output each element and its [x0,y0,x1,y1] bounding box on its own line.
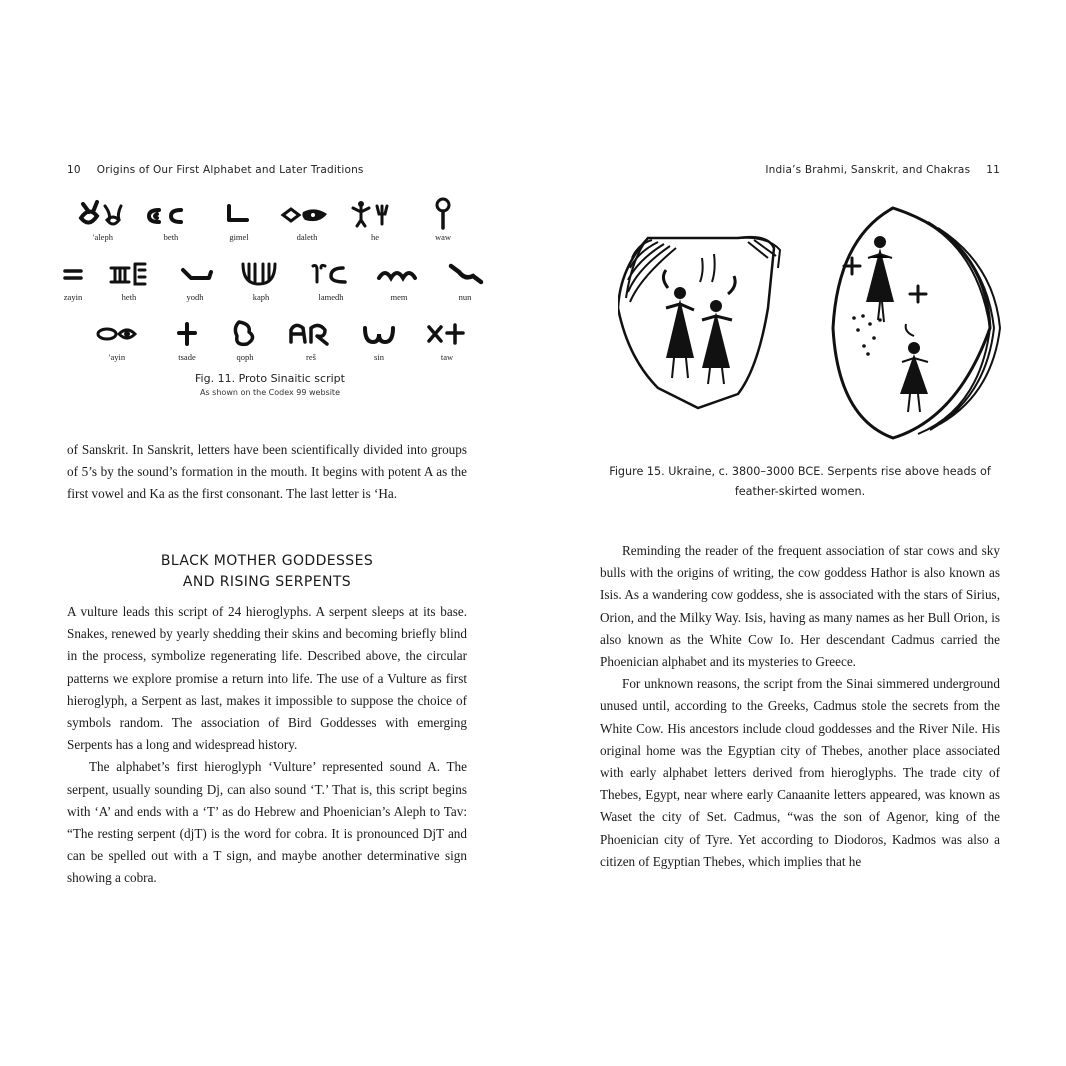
left-running-head [67,164,364,176]
body-paragraph: The alphabet’s first hieroglyph ‘Vulture’ represented sound A. The serpent, usually sounding Dj, can also sound ‘T.’ That is, this script begins with ‘A’ and ends with a ‘T’ as do Hebrew and Phoenician’s Aleph to Tav: “The resting serpent (djT) is the word for cobra. It is pronounced DjT and can be spelled out with a T sign, and maybe another determinative sign showing a cobra. [67,759,467,886]
glyph-label: kaph [252,292,270,302]
page-number-right: 11 [986,164,1000,176]
glyph-label: 'ayin [108,352,126,362]
glyph-label: yodh [186,292,204,302]
glyph-beth [136,196,206,242]
glyph-label: beth [163,232,179,242]
proto-sinaitic-glyph-table [60,196,480,376]
glyph-label: tsade [178,352,196,362]
glyph-label: 'aleph [93,232,113,242]
glyph-he [340,196,410,242]
yodh-glyph-icon [167,256,223,290]
nun-glyph-icon [437,256,493,290]
running-head-title-right: India’s Brahmi, Sanskrit, and Chakras [765,164,971,176]
glyph-heth [94,256,164,302]
intro-paragraph-block [67,439,467,506]
glyph-row-1 [60,196,480,256]
glyph-label: qoph [236,352,254,362]
he-glyph-icon [347,196,403,230]
glyph-nun [430,256,500,302]
glyph-label: waw [434,232,452,242]
glyph-label: gimel [229,232,249,242]
figure-caption-title: Fig. 11. Proto Sinaitic script [195,372,345,385]
section-heading [67,551,467,593]
tsade-glyph-icon [159,316,215,350]
glyph-label: heth [121,292,137,302]
glyph-kaph [226,256,296,302]
glyph-ayin [82,316,152,362]
glyph-resh [276,316,346,362]
page-number-left: 10 [67,164,81,176]
gimel-glyph-icon [211,196,267,230]
glyph-daleth [272,196,342,242]
glyph-label: taw [440,352,454,362]
body-paragraph: Reminding the reader of the frequent association of star cows and sky bulls with the origins of writing, the cow goddess Hathor is also known as Isis. As a wandering cow goddess, she is associated with the stars of Sirius, Orion, and the Milky Way. Isis, having as many names as her Bull Orion, is also known as the White Cow Io. Her descendant Cadmus carried the Phoenician alphabet and its mysteries to Greece. [600,543,1000,670]
glyph-label: zayin [63,292,83,302]
right-page [533,0,1066,1066]
glyph-label: mem [390,292,408,302]
glyph-label: nun [458,292,472,302]
right-body-block [600,540,1000,873]
glyph-label: he [370,232,380,242]
glyph-label: sin [374,352,384,362]
glyph-label: reš [306,352,316,362]
waw-glyph-icon [415,196,471,230]
glyph-waw [408,196,478,242]
qoph-glyph-icon [217,316,273,350]
ayin-glyph-icon [89,316,145,350]
heth-glyph-icon [101,256,157,290]
glyph-gimel [204,196,274,242]
glyph-yodh [160,256,230,302]
glyph-label: lamedh [318,292,344,302]
beth-glyph-icon [143,196,199,230]
pottery-fragment-icon [618,237,780,408]
figure-15-caption [600,462,1000,502]
running-head-title-left: Origins of Our First Alphabet and Later Traditions [96,164,364,176]
glyph-label: daleth [296,232,318,242]
body-paragraph: of Sanskrit. In Sanskrit, letters have been scientifically divided into groups of 5’s by the sound’s formation in the mouth. It begins with potent A as the first vowel and Ka as the first consonant. The last letter is ‘Ha. [67,442,467,502]
glyph-aleph [68,196,138,242]
lamedh-glyph-icon [303,256,359,290]
glyph-row-2 [60,256,480,316]
figure-caption-line-2: feather-skirted women. [734,485,866,498]
glyph-qoph [210,316,280,362]
section-body-block [67,601,467,890]
glyph-row-3 [60,316,480,376]
glyph-sin [344,316,414,362]
sin-glyph-icon [351,316,407,350]
daleth-glyph-icon [279,196,335,230]
taw-glyph-icon [419,316,475,350]
figure-11-caption [60,372,480,397]
kaph-glyph-icon [233,256,289,290]
aleph-glyph-icon [75,196,131,230]
resh-glyph-icon [283,316,339,350]
zayin-glyph-icon [45,256,101,290]
heading-line-2: AND RISING SERPENTS [182,574,352,590]
heading-line-1: BLACK MOTHER GODDESSES [160,553,374,569]
body-paragraph: A vulture leads this script of 24 hieroglyphs. A serpent sleeps at its base. Snakes, renewed by yearly shedding their skins and becoming briefly blind in the process, symbolize regenerating life. Described above, the circular patterns we explore promise a return into life. The use of a Vulture as first hieroglyph, a Serpent as last, makes it impossible to suppose the choice of symbols random. The association of Bird Goddesses with emerging Serpents has a long and widespread history. [67,604,467,753]
figure-caption-source: As shown on the Codex 99 website [200,388,340,397]
oval-vessel-icon [833,208,1000,438]
glyph-mem [364,256,434,302]
figure-caption-line-1: Figure 15. Ukraine, c. 3800–3000 BCE. Serpents rise above heads of [609,465,991,478]
glyph-lamedh [296,256,366,302]
body-paragraph: For unknown reasons, the script from the Sinai simmered underground unused until, according to the Greeks, Cadmus stole the secrets from the White Cow. His ancestors include cloud goddesses and the River Nile. His original home was the Egyptian city of Thebes, another place associated with early alphabet letters derived from hieroglyphs. The trade city of Thebes, Egypt, near where early Canaanite letters appeared, was known as Waset the city of Set. Cadmus, “was the son of Agenor, king of the Phoenician city of Tyre. Yet according to Diodoros, Kadmos was also a citizen of Egyptian Thebes, which implies that he [600,676,1000,869]
right-running-head [765,164,1000,176]
glyph-taw [412,316,482,362]
mem-glyph-icon [371,256,427,290]
figure-15-ukraine-illustration [618,198,1018,448]
